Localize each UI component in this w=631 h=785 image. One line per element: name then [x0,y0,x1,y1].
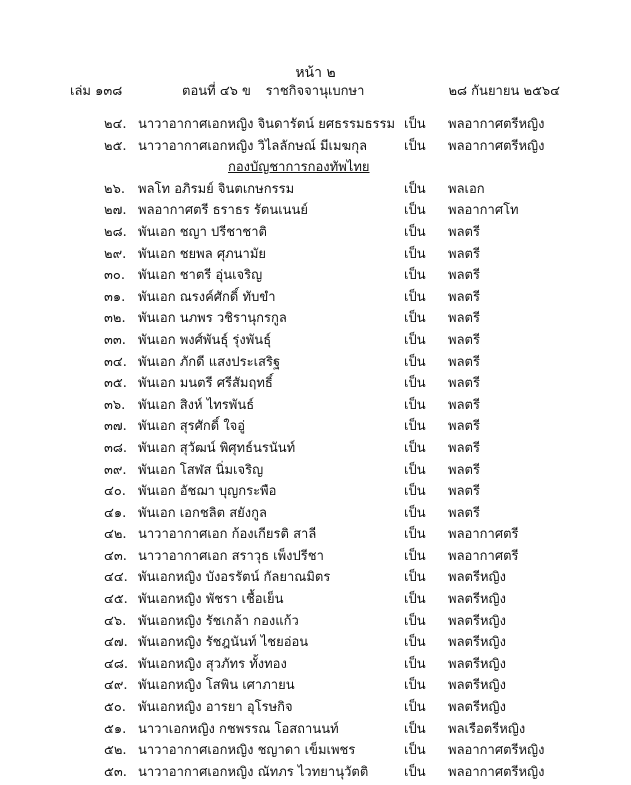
entry-name: พันเอกหญิง โสพิน เศาภายน [138,678,295,694]
entry-number: ๒๘. [104,224,127,240]
promotion-list [0,114,631,783]
list-item [0,395,631,417]
list-item [0,179,631,201]
publication-title: ราชกิจจานุเบกษา [265,84,365,99]
entry-rank: พลตรี [448,505,480,521]
list-item [0,460,631,482]
entry-name: พันเอก นภพร วชิรานุกรกูล [138,311,287,327]
entry-rank: พลอากาศตรีหญิง [448,138,545,154]
list-item [0,200,631,222]
entry-to: เป็น [404,505,426,521]
entry-number: ๕๑. [104,721,127,737]
list-item [0,308,631,330]
entry-to: เป็น [404,246,426,262]
entry-to: เป็น [404,376,426,392]
entry-name: นาวาอากาศเอกหญิง ชญาดา เข็มเพชร [138,743,356,759]
entry-number: ๒๙. [104,246,127,262]
entry-number: ๒๔. [104,117,127,132]
entry-rank: พลตรีหญิง [448,613,506,629]
entry-name: นาวาอากาศเอก สราวุธ เพ็งปรีชา [138,548,324,564]
entry-name: พันเอกหญิง อารยา อุโรษกิจ [138,700,293,716]
entry-to: เป็น [404,181,426,197]
entry-name: พันเอกหญิง สุวภัทร ทั้งทอง [138,656,287,672]
entry-to: เป็น [404,527,426,543]
entry-number: ๒๗. [104,203,127,219]
entry-number: ๓๖. [104,397,126,413]
entry-name: พันเอกหญิง รัชฎนันท์ ไชยอ่อน [138,635,309,651]
entry-rank: พลเอก [448,181,485,197]
entry-number: ๓๒. [104,311,126,327]
list-item [0,567,631,589]
entry-number: ๔๘. [104,656,129,672]
entry-number: ๔๕. [104,592,128,608]
entry-rank: พลตรี [448,268,480,284]
entry-to: เป็น [404,117,426,132]
list-item [0,611,631,633]
entry-rank: พลอากาศตรีหญิง [448,764,545,780]
entry-name: นาวาอากาศเอกหญิง ณัทภร ไวทยานุวัตติ [138,764,369,780]
entry-rank: พลตรี [448,354,480,370]
list-item [0,244,631,266]
list-item [0,719,631,741]
entry-name: นาวาอากาศเอก ก้องเกียรติ สาลี [138,527,317,543]
entry-rank: พลตรี [448,440,480,456]
list-item [0,632,631,654]
entry-number: ๓๘. [104,440,128,456]
list-item [0,675,631,697]
entry-number: ๓๐. [104,268,125,284]
entry-number: ๔๔. [104,570,128,586]
entry-number: ๕๐. [104,700,126,716]
entry-name: พันเอก สิงห์ ไทรพันธ์ [138,397,255,413]
entry-to: เป็น [404,592,426,608]
entry-name: พันเอก สุรศักดิ์ ใจอู่ [138,419,246,435]
entry-name: นาวาอากาศเอกหญิง วิไลลักษณ์ มีเมฆกุล [138,138,368,154]
entry-rank: พลตรีหญิง [448,570,506,586]
entry-name: พลโท อภิรมย์ จินตเกษกรรม [138,181,295,197]
publication-date: ๒๘ กันยายน ๒๕๖๔ [448,84,560,99]
list-item [0,265,631,287]
entry-rank: พลตรีหญิง [448,656,506,672]
entry-number: ๔๖. [104,613,127,629]
entry-rank: พลตรี [448,224,480,240]
entry-to: เป็น [404,721,426,737]
entry-name: พันเอก ชาตรี อุ่นเจริญ [138,268,263,284]
entry-name: พันเอก ชญา ปรีชาชาติ [138,224,267,240]
entry-to: เป็น [404,700,426,716]
entry-to: เป็น [404,656,426,672]
entry-to: เป็น [404,635,426,651]
entry-name: พลอากาศตรี ธราธร รัตนเนนย์ [138,203,309,219]
list-item [0,697,631,719]
entry-rank: พลตรี [448,462,480,478]
entry-to: เป็น [404,397,426,413]
entry-to: เป็น [404,203,426,219]
list-item [0,762,631,784]
list-item [0,373,631,395]
list-item [0,136,631,158]
book-volume: เล่ม ๑๓๘ [70,84,123,99]
entry-name: นาวาอากาศเอกหญิง จินดารัตน์ ยศธรรมธรรม [138,117,396,132]
entry-rank: พลตรี [448,332,480,348]
list-item [0,654,631,676]
entry-rank: พลตรี [448,246,480,262]
entry-to: เป็น [404,462,426,478]
entry-name: พันเอก ชยพล ศุภนามัย [138,246,267,262]
entry-to: เป็น [404,743,426,759]
entry-number: ๓๙. [104,462,127,478]
entry-name: พันเอก อัชฌา บุญกระพือ [138,484,277,500]
list-item [0,524,631,546]
list-item [0,740,631,762]
entry-to: เป็น [404,548,426,564]
entry-name: พันเอก ณรงค์ศักดิ์ ทับขำ [138,289,276,305]
entry-rank: พลตรี [448,311,480,327]
entry-name: พันเอก มนตรี ศรีสัมฤทธิ์ [138,376,273,392]
entry-number: ๓๓. [104,332,126,348]
entry-number: ๒๖. [104,181,125,197]
entry-number: ๓๗. [104,419,127,435]
list-item [0,481,631,503]
list-item [0,352,631,374]
entry-name: พันเอก พงศ์พันธุ์ รุ่งพันธุ์ [138,332,272,348]
entry-number: ๓๔. [104,354,127,370]
entry-number: ๓๕. [104,376,127,392]
entry-rank: พลอากาศตรี [448,527,519,543]
entry-number: ๔๒. [104,527,127,543]
entry-to: เป็น [404,311,426,327]
entry-name: พันเอก โสฬส นิ่มเจริญ [138,462,264,478]
entry-rank: พลอากาศตรี [448,548,519,564]
list-item [0,438,631,460]
entry-number: ๓๑. [104,289,126,305]
entry-to: เป็น [404,484,426,500]
entry-number: ๕๓. [104,764,127,780]
entry-rank: พลตรี [448,289,480,305]
entry-to: เป็น [404,224,426,240]
entry-to: เป็น [404,268,426,284]
entry-number: ๔๓. [104,548,127,564]
entry-to: เป็น [404,354,426,370]
entry-rank: พลอากาศโท [448,203,519,219]
entry-rank: พลตรีหญิง [448,700,506,716]
list-item [0,330,631,352]
entry-to: เป็น [404,332,426,348]
entry-rank: พลอากาศตรีหญิง [448,743,545,759]
entry-to: เป็น [404,613,426,629]
entry-number: ๔๑. [104,505,127,521]
list-item [0,114,631,136]
entry-to: เป็น [404,419,426,435]
section-heading [0,157,631,179]
entry-name: พันเอก สุวัฒน์ พิศุทธ์นรนันท์ [138,440,296,456]
entry-to: เป็น [404,570,426,586]
page-number: หน้า ๒ [295,65,336,81]
list-item [0,416,631,438]
entry-to: เป็น [404,764,426,780]
entry-name: พันเอก เอกชลิต สยังกูล [138,505,267,521]
entry-to: เป็น [404,289,426,305]
entry-number: ๔๙. [104,678,128,694]
entry-name: นาวาเอกหญิง กชพรรณ โอสถานนท์ [138,721,339,737]
entry-name: พันเอกหญิง บังอรรัตน์ กัลยาณมิตร [138,570,331,586]
entry-name: พันเอกหญิง พัชรา เชื้อเย็น [138,592,284,608]
entry-number: ๕๒. [104,743,127,759]
list-item [0,589,631,611]
document-header [70,80,560,100]
entry-number: ๔๗. [104,635,128,651]
entry-rank: พลตรีหญิง [448,678,506,694]
entry-rank: พลอากาศตรีหญิง [448,117,545,132]
entry-rank: พลตรีหญิง [448,635,506,651]
entry-to: เป็น [404,678,426,694]
entry-name: พันเอกหญิง รัชเกล้า กองแก้ว [138,613,299,629]
list-item [0,222,631,244]
list-item [0,287,631,309]
entry-number: ๔๐. [104,484,126,500]
entry-rank: พลตรี [448,484,480,500]
entry-rank: พลเรือตรีหญิง [448,721,526,737]
entry-rank: พลตรี [448,419,480,435]
list-item [0,546,631,568]
entry-rank: พลตรีหญิง [448,592,506,608]
section-heading-text: กองบัญชาการกองทัพไทย [228,160,370,176]
entry-number: ๒๕. [104,138,127,154]
entry-rank: พลตรี [448,397,480,413]
part-number: ตอนที่ ๔๖ ข [182,84,251,99]
entry-name: พันเอก ภักดี แสงประเสริฐ [138,354,281,370]
entry-to: เป็น [404,138,426,154]
list-item [0,503,631,525]
entry-to: เป็น [404,440,426,456]
entry-rank: พลตรี [448,376,480,392]
